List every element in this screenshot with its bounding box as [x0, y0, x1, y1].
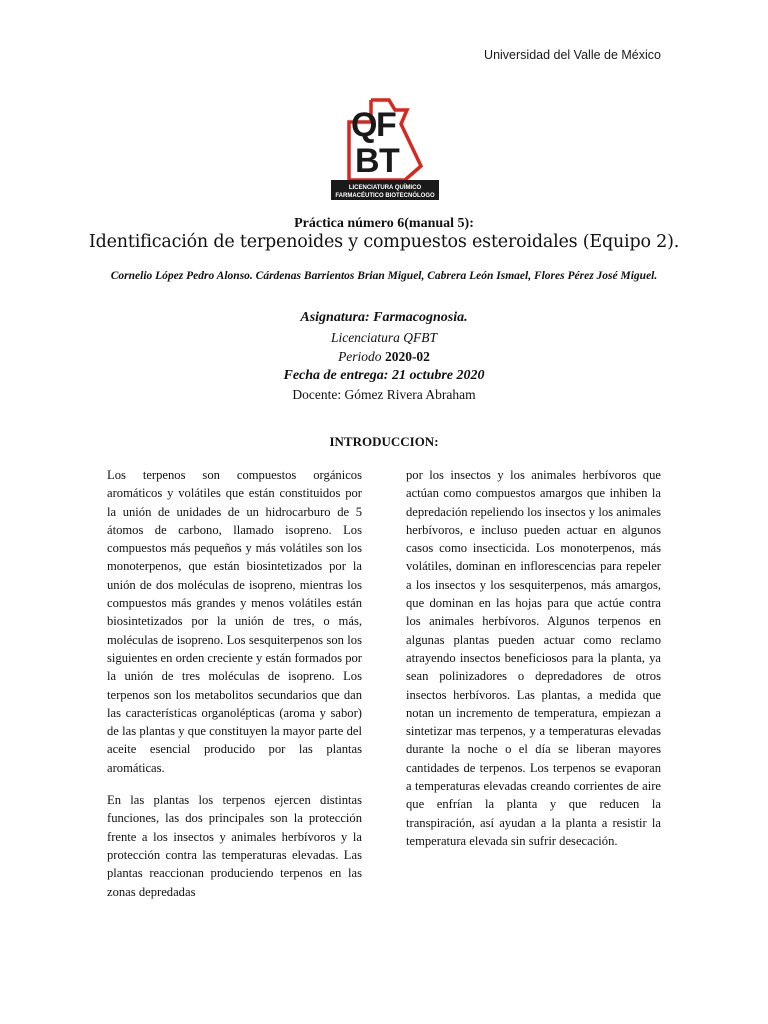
authors-line: Cornelio López Pedro Alonso. Cárdenas Barrientos Brian Miguel, Cabrera León Ismael, Flores Pérez José Miguel. [110, 270, 658, 282]
paragraph-right-1: por los insectos y los animales herbívoros que actúan como compuestos amargos que inhiben la depredación repeliendo los insectos y los animales herbívoros, e incluso pueden actuar en algunos casos como insecticida. Los monoterpenos, más volátiles, dominan en inflorescencias para repeler a los insectos y los sesquiterpenos, más amargos, que dominan en las hojas para que actúe contra los animales herbívoros. Algunos terpenos en algunas plantas pueden actuar como reclamo atrayendo insectos beneficiosos para la planta, ya sean polinizadores o depredadores de otros insectos herbívoros. Las plantas, a medida que notan un incremento de temperatura, empiezan a sintetizar mas terpenos, y a temperaturas elevadas durante la noche o el día se liberan mayores cantidades de terpenos. Los terpenos se evaporan a temperaturas elevadas creando corrientes de aire que enfrían la planta y que reducen la transpiración, así ayudan a la planta a resistir la temperatura elevada sin sufrir desecación. [406, 468, 661, 848]
qfbt-logo [331, 96, 439, 200]
periodo [0, 349, 768, 365]
asignatura: Asignatura: Farmacognosia. [300, 310, 468, 325]
practica-number: Práctica número 6(manual 5): [294, 216, 474, 231]
logo-letter-f: F [376, 106, 397, 144]
body-column-right [406, 466, 661, 864]
logo-caption-1: LICENCIATURA QUÍMICO [348, 185, 422, 191]
paragraph-left-2: En las plantas los terpenos ejercen distintas funciones, las dos principales son la protección frente a los insectos y animales herbívoros y la protección contra las temperaturas elevadas. Las plantas reaccionan produciendo terpenos en las zonas depredadas [107, 793, 362, 899]
fecha-entrega: Fecha de entrega: 21 octubre 2020 [283, 368, 485, 383]
body-column-left [107, 466, 362, 915]
section-heading-introduccion: INTRODUCCION: [329, 434, 439, 449]
logo-letter-t: T [379, 142, 400, 180]
paragraph-left-1: Los terpenos son compuestos orgánicos aromáticos y volátiles que están constituidos por la unión de unidades de un hidrocarburo de 5 átomos de carbono, llamado isopreno. Los compuestos más pequeños y más volátiles son los monoterpenos, que están biosintetizados por la unión de dos moléculas de isopreno, mientras los compuestos más grandes y menos volátiles están biosintetizados por la unión de tres, o más, moléculas de isopreno. Los sesquiterpenos son los siguientes en orden creciente y están formados por la unión de tres moléculas de isopreno. Los terpenos son los metabolitos secundarios que dan las características organolépticas (aroma y sabor) de las plantas y que constituyen la mayor parte del aceite esencial producido por las plantas aromáticas. [107, 468, 362, 775]
licenciatura: Licenciatura QFBT [330, 330, 438, 345]
periodo-label: Periodo [338, 349, 385, 364]
logo-letter-q: Q [351, 106, 378, 144]
logo-letter-b: B [355, 142, 380, 180]
document-title: Identificación de terpenoides y compuestos esteroidales (Equipo 2). [88, 232, 680, 252]
periodo-value: 2020-02 [384, 349, 430, 364]
logo-caption-2: FARMACÉUTICO BIOTECNÓLOGO [335, 193, 435, 199]
university-header: Universidad del Valle de México [484, 48, 661, 62]
docente: Docente: Gómez Rivera Abraham [292, 387, 476, 402]
